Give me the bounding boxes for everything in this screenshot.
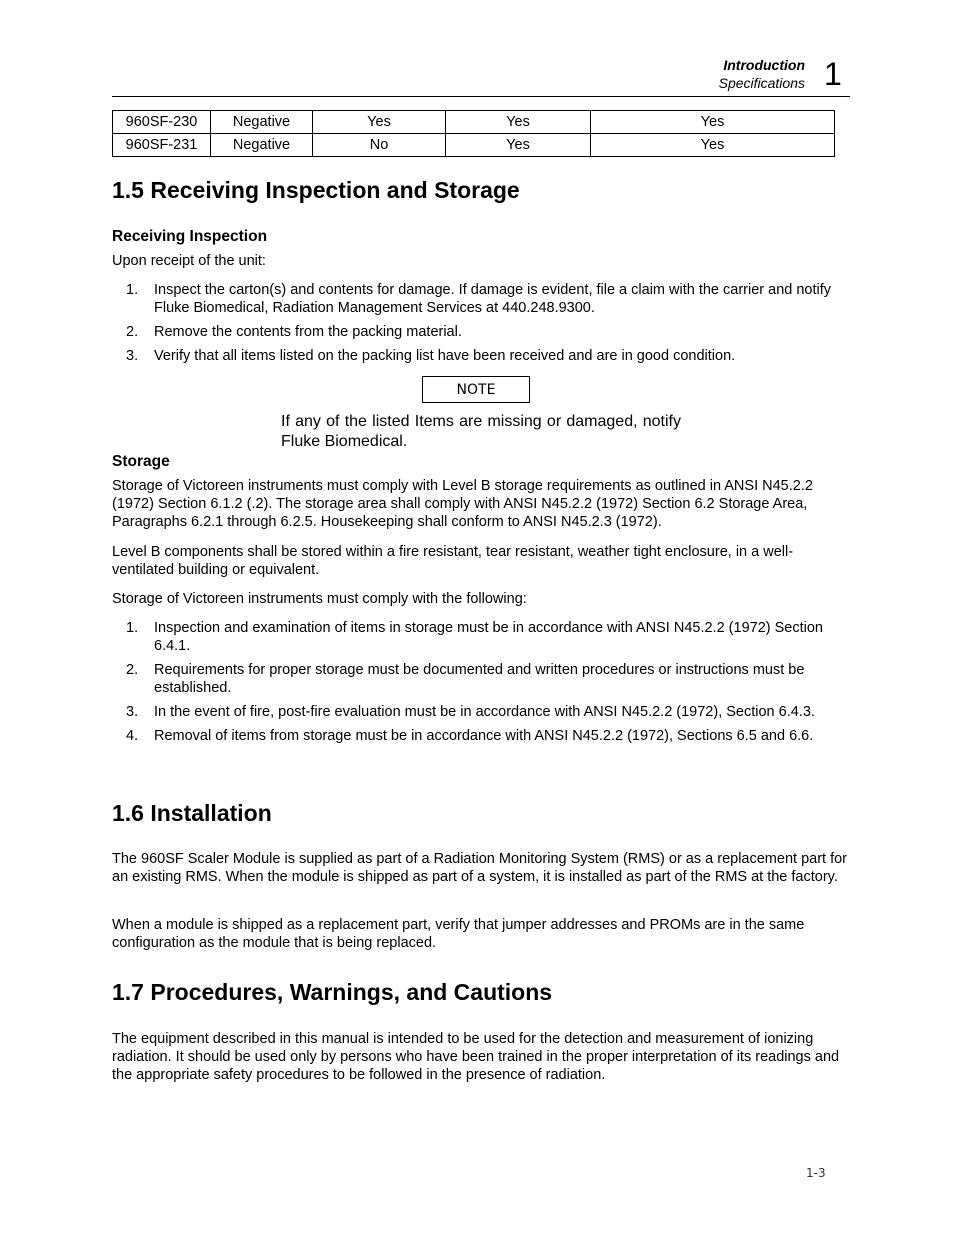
list-item (112, 619, 847, 655)
header-title: Introduction (723, 57, 805, 73)
table-row (113, 134, 835, 157)
storage-paragraph-1: Storage of Victoreen instruments must comply with Level B storage requirements as outlined in ANSI N45.2.2 (1972) Section 6.1.2 (.2). The storage area shall comply with ANSI N45.2.2 (1972) Section 6.2 Storage Area, Paragraphs 6.2.1 through 6.2.5. Housekeeping shall conform to ANSI N45.2.3 (1972). (112, 478, 813, 530)
list-text: Inspection and examination of items in storage must be in accordance with ANSI N45.2.2 (1972) Section 6.4.1. (154, 620, 823, 654)
list-item (112, 727, 847, 745)
table-row (113, 111, 835, 134)
list-text: Removal of items from storage must be in accordance with ANSI N45.2.2 (1972), Sections 6.5 and 6.6. (154, 728, 814, 744)
note-text: If any of the listed Items are missing or damaged, notify Fluke Biomedical. (281, 413, 681, 450)
table-cell: 960SF-230 (113, 111, 211, 134)
receiving-steps-list (112, 281, 847, 365)
list-text: In the event of fire, post-fire evaluation must be in accordance with ANSI N45.2.2 (1972), Section 6.4.3. (154, 704, 815, 720)
section-heading-1-6: 1.6 Installation (112, 800, 272, 826)
table-cell: No (313, 134, 446, 157)
list-item (112, 347, 847, 365)
table-cell: Yes (591, 134, 835, 157)
section-heading-1-7: 1.7 Procedures, Warnings, and Cautions (112, 979, 553, 1005)
installation-paragraph-2: When a module is shipped as a replacement part, verify that jumper addresses and PROMs are in the same configuration as the module that is being replaced. (112, 917, 805, 951)
subheading-storage: Storage (112, 453, 170, 470)
header-divider (112, 96, 850, 97)
table-cell: Yes (446, 134, 591, 157)
list-number: 2. (126, 662, 139, 678)
list-number: 1. (126, 282, 139, 298)
table-cell: Yes (446, 111, 591, 134)
chapter-number: 1 (824, 56, 842, 92)
list-item (112, 661, 847, 697)
subheading-receiving-inspection: Receiving Inspection (112, 228, 268, 245)
table-cell: 960SF-231 (113, 134, 211, 157)
table-cell: Negative (211, 134, 313, 157)
note-label-box: NOTE (422, 376, 530, 403)
page-number: 1-3 (806, 1166, 826, 1180)
specifications-table (112, 110, 835, 157)
list-text: Verify that all items listed on the packing list have been received and are in good condition. (154, 348, 736, 364)
table-cell: Yes (313, 111, 446, 134)
storage-paragraph-2: Level B components shall be stored within a fire resistant, tear resistant, weather tight enclosure, in a well-ventilated building or equivalent. (112, 544, 794, 578)
list-number: 4. (126, 728, 139, 744)
table-cell: Yes (591, 111, 835, 134)
installation-paragraph-1: The 960SF Scaler Module is supplied as part of a Radiation Monitoring System (RMS) or as a replacement part for an existing RMS. When the module is shipped as part of a system, it is installed as part of the RMS at the factory. (112, 851, 848, 885)
list-number: 3. (126, 704, 139, 720)
list-item (112, 281, 847, 317)
storage-requirements-list (112, 619, 847, 745)
list-item (112, 703, 847, 721)
receiving-intro: Upon receipt of the unit: (112, 253, 266, 269)
list-item (112, 323, 847, 341)
header-subtitle: Specifications (718, 75, 805, 91)
list-text: Requirements for proper storage must be documented and written procedures or instructions must be established. (154, 662, 805, 696)
list-text: Remove the contents from the packing material. (154, 324, 462, 340)
list-number: 2. (126, 324, 139, 340)
table-cell: Negative (211, 111, 313, 134)
section-heading-1-5: 1.5 Receiving Inspection and Storage (112, 177, 520, 203)
list-number: 1. (126, 620, 139, 636)
list-number: 3. (126, 348, 139, 364)
list-text: Inspect the carton(s) and contents for damage. If damage is evident, file a claim with the carrier and notify Fluke Biomedical, Radiation Management Services at 440.248.9300. (154, 282, 832, 316)
procedures-paragraph-1: The equipment described in this manual is intended to be used for the detection and measurement of ionizing radiation. It should be used only by persons who have been trained in the proper interpretation of its readings and the appropriate safety procedures to be followed in the presence of radiation. (112, 1031, 840, 1083)
storage-paragraph-3: Storage of Victoreen instruments must comply with the following: (112, 591, 527, 607)
